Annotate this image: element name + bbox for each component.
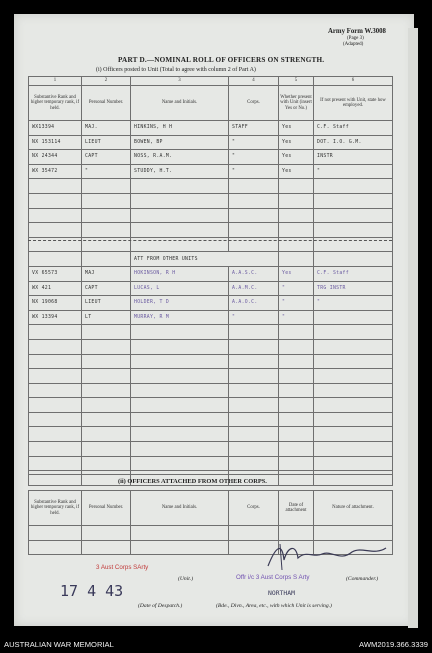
name-cell: HOLDER, T D — [131, 296, 229, 311]
corps-cell: A.A.O.C. — [229, 296, 279, 311]
column-number: 3 — [131, 77, 229, 86]
table-row — [29, 193, 393, 208]
present-cell: Yes — [279, 135, 314, 150]
column-number: 4 — [229, 77, 279, 86]
name-cell: STUDDY, H.T. — [131, 164, 229, 179]
present-cell: " — [279, 296, 314, 311]
commander-label: (Commander.) — [346, 576, 379, 582]
column-header: Name and Initials. — [131, 491, 229, 526]
column-number-row — [29, 77, 393, 86]
table-row — [29, 369, 393, 384]
column-number: 1 — [29, 77, 82, 86]
rank-cell: LIEUT — [82, 296, 131, 311]
form-status: (Adapted) — [343, 42, 364, 47]
table-row — [29, 150, 393, 165]
personal-number: NX 24344 — [29, 150, 82, 165]
present-cell: Yes — [279, 164, 314, 179]
table-row — [29, 179, 393, 194]
corps-cell: " — [229, 310, 279, 325]
corps-cell: " — [229, 150, 279, 165]
column-header: Corps. — [229, 86, 279, 121]
signature — [262, 536, 402, 576]
table-row — [29, 325, 393, 340]
column-header: If not present with Unit, state how employed. — [314, 86, 393, 121]
rank-cell: CAPT — [82, 281, 131, 296]
table-row — [29, 164, 393, 179]
place-label: (Bde., Divn., Area, etc., with which Unit is serving.) — [216, 603, 332, 609]
page-edge — [408, 28, 418, 628]
employed-cell: INSTR — [314, 150, 393, 165]
fold-line — [28, 240, 392, 241]
rank-cell: MAJ — [82, 266, 131, 281]
personal-number: NX 19068 — [29, 296, 82, 311]
present-cell: Yes — [279, 266, 314, 281]
column-header: Corps. — [229, 491, 279, 526]
personal-number: WX 13394 — [29, 310, 82, 325]
nominal-roll-table — [28, 76, 393, 486]
personal-number: VX 65573 — [29, 266, 82, 281]
column-header: Substantive Rank and higher temporary rank, if held. — [29, 491, 82, 526]
present-cell: " — [279, 310, 314, 325]
table-row — [29, 266, 393, 281]
rank-cell: " — [82, 164, 131, 179]
employed-cell: " — [314, 164, 393, 179]
table-row — [29, 281, 393, 296]
form-page: (Page 3) — [347, 36, 364, 41]
corps-cell: " — [229, 135, 279, 150]
column-header-row — [29, 86, 393, 121]
commander-stamp: Offr i/c 3 Aust Corps S Arty — [236, 574, 310, 581]
table-row — [29, 456, 393, 471]
place-handwritten: NORTHAM — [268, 589, 295, 597]
table-row — [29, 442, 393, 457]
part-title: PART D.—NOMINAL ROLL OF OFFICERS ON STRENGTH. — [118, 56, 325, 64]
table-row — [29, 252, 393, 267]
rank-cell: MAJ. — [82, 121, 131, 136]
employed-cell — [314, 310, 393, 325]
name-cell: LUCAS, L — [131, 281, 229, 296]
name-cell: HINKINS, H H — [131, 121, 229, 136]
caption-left: AUSTRALIAN WAR MEMORIAL — [4, 640, 114, 649]
table-row — [29, 310, 393, 325]
caption-bar — [0, 640, 432, 653]
corps-cell: STAFF — [229, 121, 279, 136]
employed-cell: " — [314, 296, 393, 311]
personal-number: WX 35472 — [29, 164, 82, 179]
column-header-row — [29, 491, 393, 526]
column-number: 6 — [314, 77, 393, 86]
table-row — [29, 383, 393, 398]
date-label: (Date of Despatch.) — [138, 603, 183, 609]
corps-cell: " — [229, 164, 279, 179]
table-row — [29, 135, 393, 150]
att-heading: ATT FROM OTHER UNITS — [131, 252, 279, 267]
table-row — [29, 339, 393, 354]
rank-cell: LIEUT — [82, 135, 131, 150]
present-cell: Yes — [279, 121, 314, 136]
corps-cell: A.A.S.C. — [229, 266, 279, 281]
unit-label: (Unit.) — [178, 576, 194, 582]
table-row — [29, 223, 393, 238]
column-header: Name and Initials. — [131, 86, 229, 121]
table-row — [29, 412, 393, 427]
name-cell: MURRAY, R M — [131, 310, 229, 325]
employed-cell: C.F. Staff — [314, 121, 393, 136]
rank-cell: LT — [82, 310, 131, 325]
rank-cell: CAPT — [82, 150, 131, 165]
unit-stamp: 3 Aust Corps SArty — [96, 564, 149, 571]
caption-right: AWM2019.366.3339 — [359, 640, 428, 649]
column-header: Whether present with Unit (insert Yes or No.) — [279, 86, 314, 121]
personal-number: WX 421 — [29, 281, 82, 296]
column-number: 2 — [82, 77, 131, 86]
form-number: Army Form W.3008 — [328, 28, 386, 35]
column-header: Personal Number. — [82, 86, 131, 121]
column-header: Nature of attachment. — [314, 491, 393, 526]
employed-cell: DOT. I.O. G.M. — [314, 135, 393, 150]
table-row — [29, 354, 393, 369]
employed-cell: C.F. Staff — [314, 266, 393, 281]
employed-cell: TRG INSTR — [314, 281, 393, 296]
column-header: Date of attachment — [279, 491, 314, 526]
table-row — [29, 296, 393, 311]
table-row — [29, 121, 393, 136]
present-cell: Yes — [279, 150, 314, 165]
despatch-date: 17 4 43 — [60, 582, 124, 600]
table-row — [29, 208, 393, 223]
table-row — [29, 427, 393, 442]
personal-number: NX 153114 — [29, 135, 82, 150]
column-header: Personal Number. — [82, 491, 131, 526]
table-row — [29, 398, 393, 413]
name-cell: NOSS, R.A.M. — [131, 150, 229, 165]
personal-number: WX13394 — [29, 121, 82, 136]
present-cell: " — [279, 281, 314, 296]
section1-title: (i) Officers posted to Unit (Total to agree with column 2 of Part A) — [96, 67, 256, 73]
section2-title: (ii) OFFICERS ATTACHED FROM OTHER CORPS. — [118, 478, 267, 485]
corps-cell: A.A.M.C. — [229, 281, 279, 296]
column-number: 5 — [279, 77, 314, 86]
name-cell: HOKINSON, R H — [131, 266, 229, 281]
name-cell: BOWEN, BP — [131, 135, 229, 150]
column-header: Substantive Rank and higher temporary rank, if held. — [29, 86, 82, 121]
